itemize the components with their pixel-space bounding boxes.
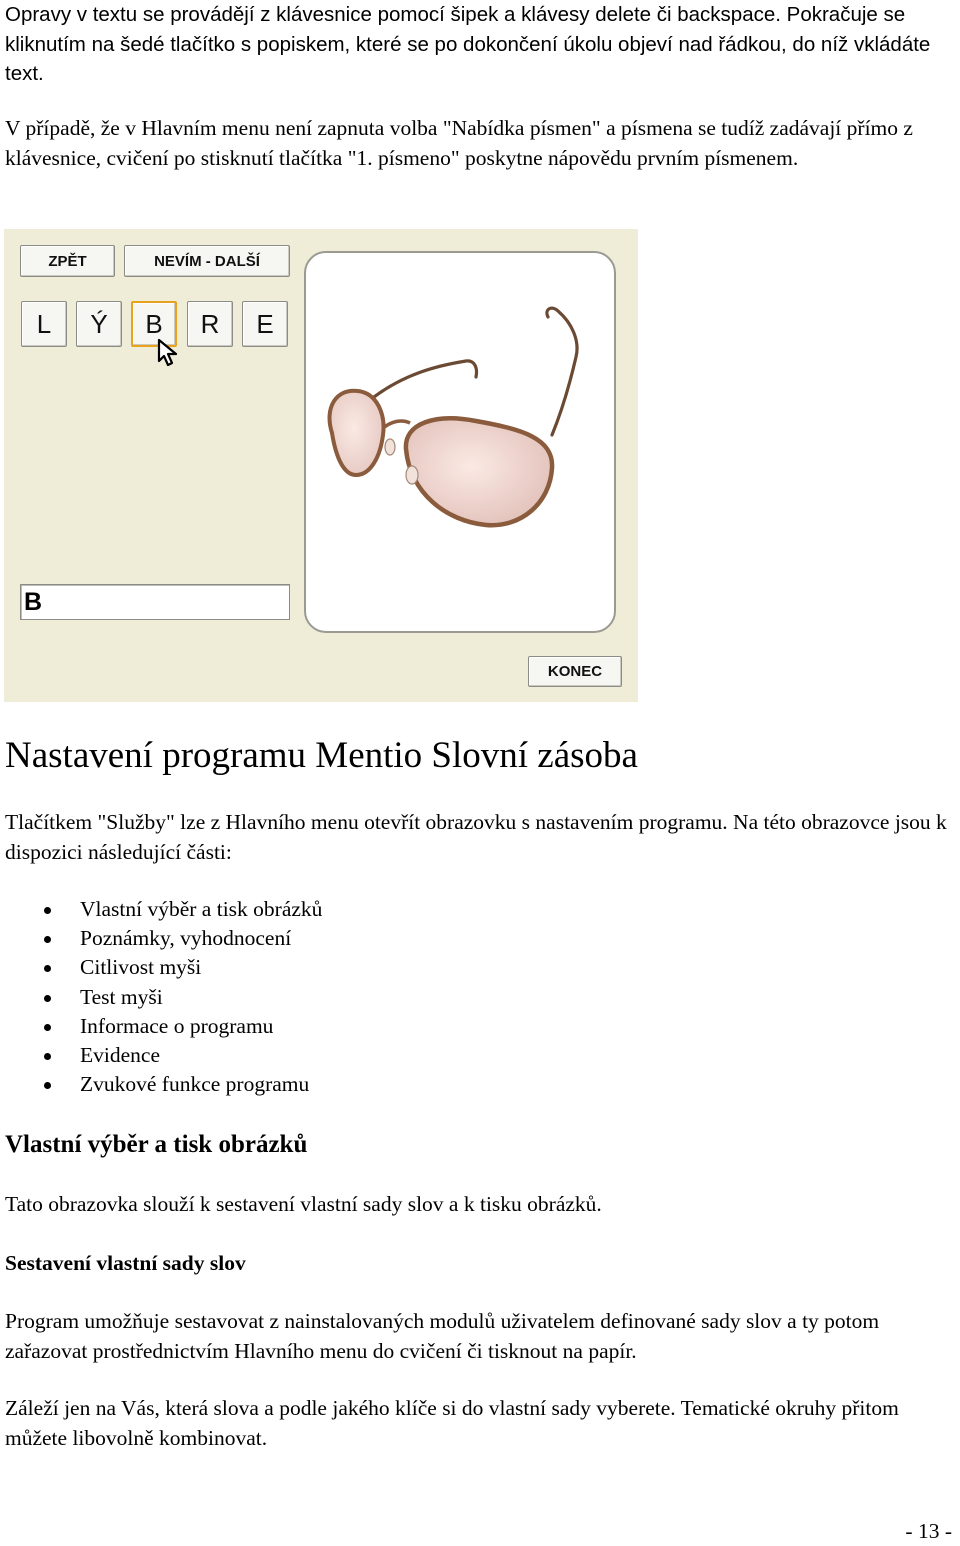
section-intro: Tlačítkem "Služby" lze z Hlavního menu otevřít obrazovku s nastavením programu. Na této obrazovce jsou k dispozici následující části:	[5, 810, 947, 864]
subsection-paragraph-3: Záleží jen na Vás, která slova a podle jakého klíče si do vlastní sady vyberete. Tematické okruhy přitom můžete libovolně kombinovat.	[5, 1396, 899, 1450]
bullet-icon	[44, 936, 51, 943]
letter-button-3[interactable]: B	[131, 301, 177, 347]
end-button[interactable]: KONEC	[528, 656, 622, 687]
letter-button-1[interactable]: L	[21, 301, 67, 347]
intro-paragraph-1: Opravy v textu se provádějí z klávesnice pomocí šipek a klávesy delete či backspace. Pokračuje se kliknutím na šedé tlačítko s popiskem, které se po dokončení úkolu objeví nad řádkou, do níž vkládáte text.	[5, 3, 931, 85]
section-heading: Nastavení programu Mentio Slovní zásoba	[5, 735, 638, 776]
answer-input[interactable]: B	[20, 584, 290, 620]
exercise-screenshot	[4, 229, 638, 702]
intro-paragraph-2: V případě, že v Hlavním menu není zapnuta volba "Nabídka písmen" a písmena se tudíž zadávají přímo z klávesnice, cvičení po stisknutí tlačítka "1. písmeno" poskytne nápovědu prvním písmenem.	[5, 116, 913, 170]
letter-button-5[interactable]: E	[242, 301, 288, 347]
subsection-paragraph-2: Program umožňuje sestavovat z nainstalovaných modulů uživatelem definované sady slov a ty potom zařazovat prostřednictvím Hlavního menu do cvičení či tisknout na papír.	[5, 1309, 880, 1363]
hand-cursor-icon	[154, 337, 186, 367]
letter-button-4[interactable]: R	[187, 301, 233, 347]
bullet-icon	[44, 1024, 51, 1031]
list-item: Vlastní výběr a tisk obrázků	[0, 895, 322, 924]
letter-button-2[interactable]: Ý	[76, 301, 122, 347]
bullet-icon	[44, 995, 51, 1002]
eyeglasses-icon	[306, 253, 614, 631]
picture-frame	[304, 251, 616, 633]
list-item: Test myši	[0, 983, 322, 1012]
subsubsection-heading: Sestavení vlastní sady slov	[5, 1251, 246, 1275]
subsection-paragraph-1: Tato obrazovka slouží k sestavení vlastní sady slov a k tisku obrázků.	[5, 1192, 602, 1216]
bullet-icon	[44, 1082, 51, 1089]
list-item: Zvukové funkce programu	[0, 1070, 322, 1099]
list-item: Poznámky, vyhodnocení	[0, 924, 322, 953]
skip-button[interactable]: NEVÍM - DALŠÍ	[124, 245, 290, 277]
list-item: Informace o programu	[0, 1012, 322, 1041]
bullet-icon	[44, 1053, 51, 1060]
page-number: - 13 -	[905, 1519, 952, 1543]
bullet-icon	[44, 907, 51, 914]
list-item: Citlivost myši	[0, 953, 322, 982]
subsection-heading: Vlastní výběr a tisk obrázků	[5, 1131, 308, 1158]
bullet-icon	[44, 965, 51, 972]
settings-parts-list	[0, 895, 322, 1099]
back-button[interactable]: ZPĚT	[20, 245, 115, 277]
list-item: Evidence	[0, 1041, 322, 1070]
